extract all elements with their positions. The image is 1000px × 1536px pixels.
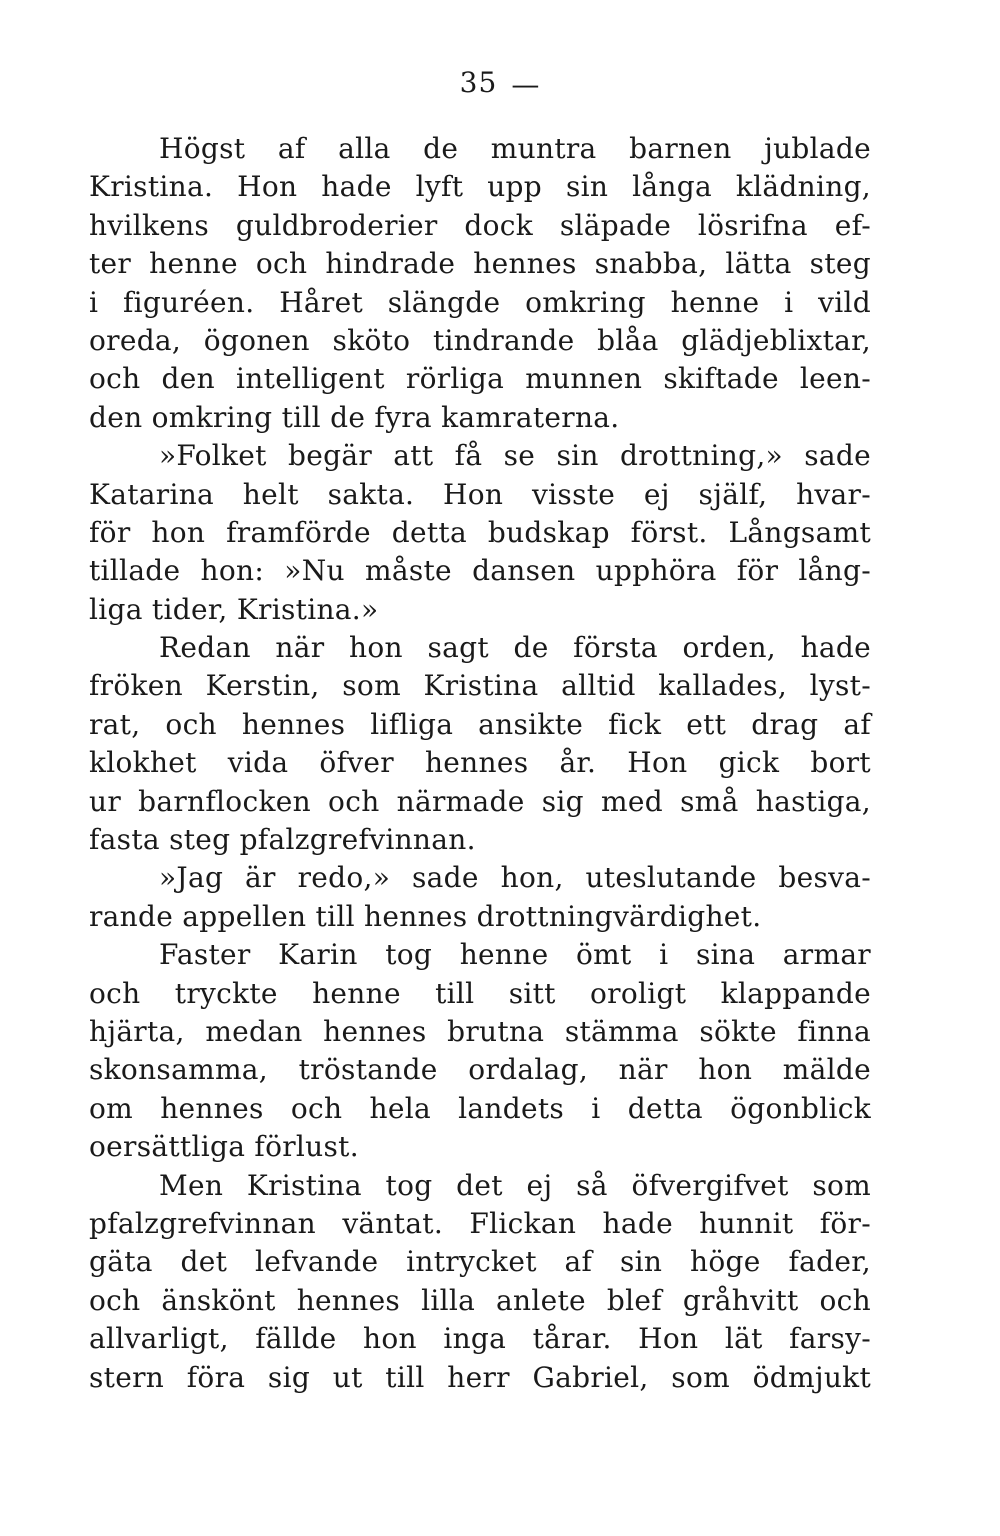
text-line: »Jag är redo,» sade hon, uteslutande besva- bbox=[159, 861, 871, 895]
text-line: Redan när hon sagt de första orden, hade bbox=[159, 631, 871, 665]
header-dash: — bbox=[511, 68, 541, 101]
text-line: Katarina helt sakta. Hon visste ej själf, hvar- bbox=[89, 477, 871, 511]
text-line: om hennes och hela landets i detta ögonblick bbox=[89, 1091, 871, 1125]
text-line: oersättliga förlust. bbox=[89, 1130, 359, 1164]
text-line: liga tider, Kristina.» bbox=[89, 592, 379, 626]
text-line: hjärta, medan hennes brutna stämma sökte finna bbox=[89, 1014, 871, 1048]
text-line: för hon framförde detta budskap först. Långsamt bbox=[89, 515, 871, 549]
page-body-text bbox=[89, 130, 871, 1397]
text-line: pfalzgrefvinnan väntat. Flickan hade hunnit för- bbox=[89, 1206, 871, 1240]
text-line: rat, och hennes lifliga ansikte fick ett drag af bbox=[89, 707, 871, 741]
text-line: Faster Karin tog henne ömt i sina armar bbox=[159, 938, 871, 972]
text-line: Men Kristina tog det ej så öfvergifvet som bbox=[159, 1168, 871, 1202]
text-line: och tryckte henne till sitt oroligt klappande bbox=[89, 976, 871, 1010]
text-line: rande appellen till hennes drottningvärdighet. bbox=[89, 899, 762, 933]
text-line: gäta det lefvande intrycket af sin höge fader, bbox=[89, 1245, 871, 1279]
text-line: fasta steg pfalzgrefvinnan. bbox=[89, 823, 476, 857]
text-line: stern föra sig ut till herr Gabriel, som ödmjukt bbox=[89, 1360, 871, 1394]
text-line: och änskönt hennes lilla anlete blef gråhvitt och bbox=[89, 1283, 871, 1317]
page-number: 35 bbox=[459, 66, 498, 99]
text-line: ur barnflocken och närmade sig med små hastiga, bbox=[89, 784, 871, 818]
text-line: Kristina. Hon hade lyft upp sin långa klädning, bbox=[89, 170, 871, 204]
text-line: Högst af alla de muntra barnen jublade bbox=[159, 132, 871, 165]
page-header bbox=[0, 66, 1000, 101]
text-line: den omkring till de fyra kamraterna. bbox=[89, 400, 620, 434]
text-line: hvilkens guldbroderier dock släpade lösrifna ef- bbox=[89, 208, 871, 242]
text-line: »Folket begär att få se sin drottning,» sade bbox=[159, 439, 871, 473]
text-line: tillade hon: »Nu måste dansen upphöra för lång- bbox=[89, 554, 871, 588]
text-line: oreda, ögonen sköto tindrande blåa glädjeblixtar, bbox=[89, 323, 871, 357]
text-line: allvarligt, fällde hon inga tårar. Hon lät farsy- bbox=[89, 1322, 871, 1356]
text-line: skonsamma, tröstande ordalag, när hon mälde bbox=[89, 1053, 871, 1087]
text-line: ter henne och hindrade hennes snabba, lätta steg bbox=[89, 247, 871, 281]
text-line: klokhet vida öfver hennes år. Hon gick bort bbox=[89, 746, 871, 780]
text-line: och den intelligent rörliga munnen skiftade leen- bbox=[89, 362, 871, 396]
text-line: i figuréen. Håret slängde omkring henne i vild bbox=[89, 285, 871, 319]
text-line: fröken Kerstin, som Kristina alltid kallades, lyst- bbox=[89, 669, 871, 703]
